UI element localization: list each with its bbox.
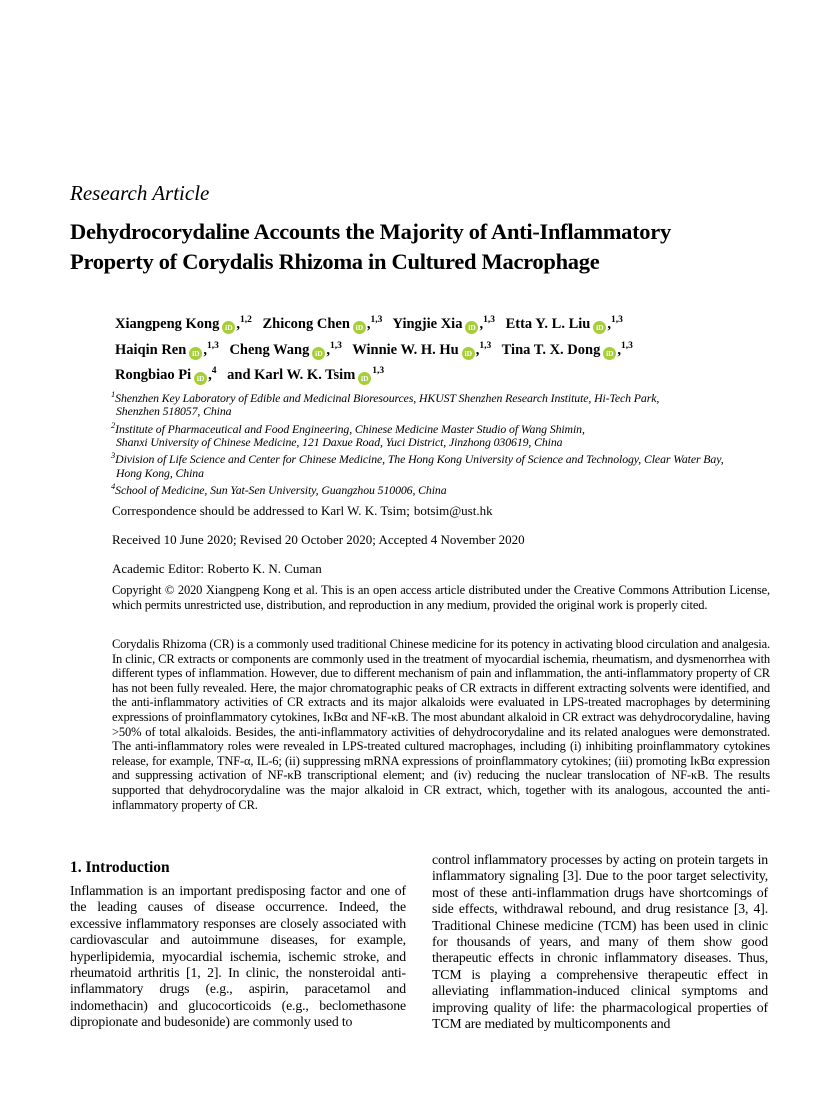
academic-editor: Academic Editor: Roberto K. N. Cuman xyxy=(112,561,322,576)
affiliation-text: Shanxi University of Chinese Medicine, 121 Daxue Road, Yuci District, Jinzhong 030619, China xyxy=(116,435,563,450)
author-superscript: 4 xyxy=(211,366,217,377)
intro-column-left: Inflammation is an important predisposing factor and one of the leading causes of disease occurrence. Indeed, the excessive inflammatory responses are closely associated with cardiovascular and autoimmune diseases, for example, hyperlipidemia, myocardial ischemia, ischemic stroke, and rheumatoid arthritis [1, 2]. In clinic, the nonsteroidal anti-inflammatory drugs (e.g., aspirin, paracetamol and indomethacin) and glucocorticoids (e.g., beclomethasone dipropionate and budesonide) are commonly used to xyxy=(70,883,406,1030)
author-line-3 xyxy=(115,361,755,387)
author-superscript: 1,3 xyxy=(479,340,492,351)
author-separator: , xyxy=(236,315,240,332)
affiliation-item xyxy=(111,449,801,480)
author xyxy=(115,342,219,358)
author-superscript: 1,3 xyxy=(620,340,633,351)
abstract-paragraph: Corydalis Rhizoma (CR) is a commonly used traditional Chinese medicine for its potency in activating blood circulation and analgesia. In clinic, CR extracts or components are commonly used in the treatment of myocardial ischemia, rheumatism, and dysmenorrhea with different types of inflammation. However, due to different mechanism of pain and inflammation, the anti-inflammatory property of CR has not been fully revealed. Here, the major chromatographic peaks of CR extracts in different extracting solvents were identified, and the anti-inflammatory activities of CR extracts and its major alkaloids were evaluated in LPS-treated macrophages by determining expressions of proinflammatory cytokines, IκBα and NF-κB. The most abundant alkaloid in CR extract was dehydrocorydaline, having >50% of total alkaloids. Besides, the anti-inflammatory activities of dehydrocorydaline and its related analogues were demonstrated. The anti-inflammatory roles were revealed in LPS-treated cultured macrophages, including (i) inhibiting proinflammatory cytokines release, for example, TNF-α, IL-6; (ii) suppressing mRNA expressions of proinflammatory cytokines; (iii) promoting IκBα expression and suppressing activation of NF-κB transcriptional element; and (iv) reducing the nuclear translocation of NF-κB. The results supported that dehydrocorydaline was the major alkaloid in CR extract, which, together with its analogous, accounted the anti-inflammatory property of CR. xyxy=(112,637,770,812)
affiliation-item xyxy=(111,388,801,419)
affiliation-text: Institute of Pharmaceutical and Food Engineering, Chinese Medicine Master Studio of Wang Shimin, xyxy=(115,421,585,436)
section-heading-introduction: 1. Introduction xyxy=(70,859,170,876)
affiliation-marker: 2 xyxy=(111,419,116,430)
orcid-icon[interactable]: iD xyxy=(222,321,235,334)
author-superscript: 1,3 xyxy=(206,340,219,351)
author-name: Tina T. X. Dong xyxy=(501,341,601,358)
author-separator: , xyxy=(208,367,212,384)
author-separator: , xyxy=(203,341,207,358)
author-separator: , xyxy=(475,341,480,358)
affiliation-marker: 4 xyxy=(111,481,116,492)
author xyxy=(115,316,252,332)
orcid-icon[interactable]: iD xyxy=(462,347,475,360)
affiliation-marker: 3 xyxy=(111,450,116,461)
orcid-icon[interactable]: iD xyxy=(189,347,202,360)
intro-column-right: control inflammatory processes by acting on protein targets in inflammatory signaling [3]. Due to the poor target selectivity, most of these anti-inflammation drugs have shortcomings of side effects, withdrawal rebound, and drug resistance [3, 4]. Traditional Chinese medicine (TCM) has been used in clinic for thousands of years, and many of them show good therapeutic effects in chronic inflammatory diseases. Thus, TCM is playing a comprehensive therapeutic effect in alleviating inflammation-induced clinical symptoms and improving quality of life: the pharmacological properties of TCM are mediated by multicomponents and xyxy=(432,852,768,1032)
paper-title xyxy=(70,217,780,277)
author-line-1 xyxy=(115,309,755,335)
correspondence-email[interactable]: botsim@ust.hk xyxy=(413,503,493,518)
orcid-icon[interactable]: iD xyxy=(353,321,366,334)
affiliation-item xyxy=(111,480,801,497)
paper-title-line1: Dehydrocorydaline Accounts the Majority of Anti-Inflammatory xyxy=(70,219,671,244)
paper-title-line2: Property of Corydalis Rhizoma in Cultured Macrophage xyxy=(70,249,600,274)
affiliation-item xyxy=(111,419,801,450)
author xyxy=(262,316,382,332)
author-separator: , xyxy=(607,315,611,332)
author xyxy=(393,316,495,332)
article-history: Received 10 June 2020; Revised 20 October 2020; Accepted 4 November 2020 xyxy=(112,532,525,547)
author-name: Cheng Wang xyxy=(229,341,310,358)
author-name: Yingjie Xia xyxy=(392,315,463,332)
affiliation-marker: 1 xyxy=(111,389,116,399)
author-superscript: 1,3 xyxy=(483,315,495,325)
author-name: Zhicong Chen xyxy=(262,315,350,332)
author xyxy=(227,367,384,383)
author xyxy=(352,342,491,358)
correspondence-text: Correspondence should be addressed to Karl W. K. Tsim; xyxy=(112,503,410,518)
author-name: Haiqin Ren xyxy=(115,341,187,358)
orcid-icon[interactable]: iD xyxy=(465,321,478,334)
author-superscript: 1,3 xyxy=(372,366,385,377)
affiliation-text: School of Medicine, Sun Yat-Sen University, Guangzhou 510006, China xyxy=(115,483,447,498)
author xyxy=(115,367,217,383)
author-separator: , xyxy=(617,341,621,358)
orcid-icon[interactable]: iD xyxy=(358,372,371,385)
author-list xyxy=(115,309,755,386)
author xyxy=(506,316,623,332)
affiliation-text: Hong Kong, China xyxy=(116,465,204,480)
author-line-2 xyxy=(115,335,755,361)
affiliation-text: Shenzhen Key Laboratory of Edible and Medicinal Bioresources, HKUST Shenzhen Research Institute, Hi-Tech Park, xyxy=(115,390,660,405)
author-superscript: 1,3 xyxy=(610,315,623,325)
author-name: Xiangpeng Kong xyxy=(115,315,220,332)
author xyxy=(502,342,633,358)
orcid-icon[interactable]: iD xyxy=(593,321,606,334)
author-name: Winnie W. H. Hu xyxy=(352,341,459,358)
article-type-label: Research Article xyxy=(70,181,210,205)
orcid-icon[interactable]: iD xyxy=(312,347,325,360)
affiliation-list xyxy=(111,388,801,498)
affiliation-text: Division of Life Science and Center for Chinese Medicine, The Hong Kong University of Science and Technology, Clear Water Bay, xyxy=(115,452,724,467)
author-separator: , xyxy=(479,315,484,332)
author-superscript: 1,2 xyxy=(239,315,252,325)
orcid-icon[interactable]: iD xyxy=(194,372,207,385)
author-name: Rongbiao Pi xyxy=(115,367,192,384)
author xyxy=(229,342,341,358)
orcid-icon[interactable]: iD xyxy=(603,347,616,360)
copyright-notice: Copyright © 2020 Xiangpeng Kong et al. This is an open access article distributed under the Creative Commons Attribution License, which permits unrestricted use, distribution, and reproduction in any medium, provided the original work is properly cited. xyxy=(112,583,770,612)
affiliation-text: Shenzhen 518057, China xyxy=(116,404,232,419)
correspondence-line xyxy=(112,503,493,519)
author-name: and Karl W. K. Tsim xyxy=(227,367,356,384)
author-separator: , xyxy=(366,315,371,332)
author-name: Etta Y. L. Liu xyxy=(505,315,591,332)
author-superscript: 1,3 xyxy=(329,340,342,351)
author-separator: , xyxy=(326,341,330,358)
author-superscript: 1,3 xyxy=(370,315,383,325)
